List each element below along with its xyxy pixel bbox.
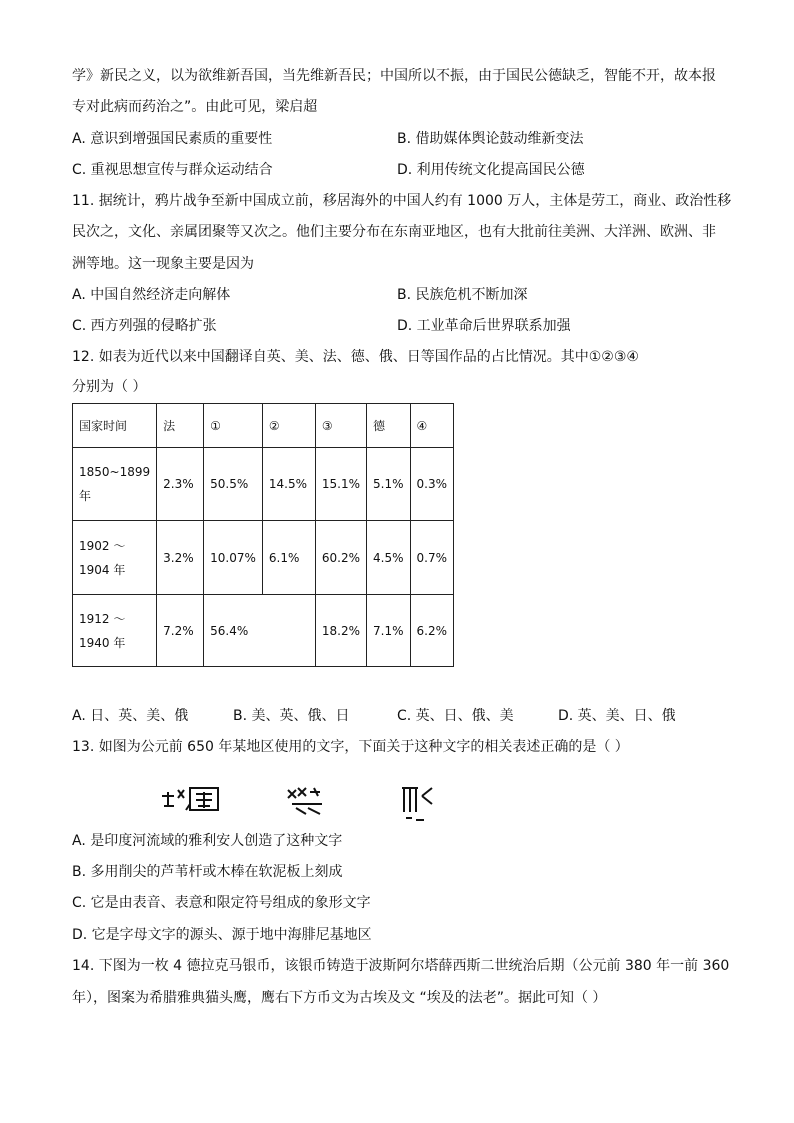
table-header-cell: ②	[262, 404, 315, 448]
q10-option-d[interactable]: D. 利用传统文化提高国民公德	[397, 162, 585, 178]
q11-option-c[interactable]: C. 西方列强的侵略扩张	[72, 318, 217, 334]
table-header-row	[73, 404, 454, 448]
q14-stem-line1: 14. 下图为一枚 4 德拉克马银币，该银币铸造于波斯阿尔塔薛西斯二世统治后期（公元前 380 年一前 360	[72, 958, 730, 974]
table-cell: 4.5%	[367, 521, 411, 595]
q10-stem-line1: 学》新民之义，以为欲维新吾国，当先维新吾民；中国所以不振，由于国民公德缺乏，智能不开，故本报	[72, 68, 716, 84]
table-cell: 7.2%	[157, 595, 204, 667]
q11-option-b[interactable]: B. 民族危机不断加深	[397, 287, 528, 303]
table-header-cell: 德	[367, 404, 411, 448]
translation-share-table	[72, 403, 454, 667]
table-cell-merged: 56.4%	[204, 595, 316, 667]
table-cell: 14.5%	[262, 448, 315, 521]
cuneiform-glyph-3-icon	[400, 784, 436, 824]
q12-stem-line2: 分别为（ ）	[72, 379, 147, 395]
period-cell	[73, 521, 157, 595]
period-line: 1940 年	[79, 635, 126, 650]
table-header-cell: ①	[204, 404, 263, 448]
table-cell: 0.7%	[410, 521, 454, 595]
table-cell: 5.1%	[367, 448, 411, 521]
q10-option-a[interactable]: A. 意识到增强国民素质的重要性	[72, 131, 273, 147]
table-cell: 10.07%	[204, 521, 263, 595]
table-header-cell: ③	[315, 404, 366, 448]
table-cell: 15.1%	[315, 448, 366, 521]
table-cell: 50.5%	[204, 448, 263, 521]
table-cell: 60.2%	[315, 521, 366, 595]
q12-option-d[interactable]: D. 英、美、日、俄	[558, 708, 676, 724]
period-line: 1904 年	[79, 562, 126, 577]
q11-stem-line3: 洲等地。这一现象主要是因为	[72, 256, 254, 272]
q13-stem: 13. 如图为公元前 650 年某地区使用的文字，下面关于这种文字的相关表述正确的是（ ）	[72, 739, 629, 755]
q11-stem-line2: 民次之，文化、亲属团聚等又次之。他们主要分布在东南亚地区，也有大批前往美洲、大洋洲、欧洲、非	[72, 224, 716, 240]
q13-option-c[interactable]: C. 它是由表音、表意和限定符号组成的象形文字	[72, 895, 371, 911]
period-cell	[73, 595, 157, 667]
q14-stem-line2: 年），图案为希腊雅典猫头鹰，鹰右下方币文为古埃及文 “埃及的法老”。据此可知（ ）	[72, 990, 607, 1006]
q13-option-d[interactable]: D. 它是字母文字的源头、源于地中海腓尼基地区	[72, 927, 372, 943]
period-line: 1912 ～	[79, 611, 126, 626]
table-header-cell: 法	[157, 404, 204, 448]
cuneiform-glyph-1-icon	[160, 784, 224, 816]
table-cell: 2.3%	[157, 448, 204, 521]
q12-stem-line1: 12. 如表为近代以来中国翻译自英、美、法、德、俄、日等国作品的占比情况。其中①②③④	[72, 349, 639, 365]
table-header-cell: ④	[410, 404, 454, 448]
cuneiform-glyph-2-icon	[286, 784, 326, 818]
period-line: 1850~1899	[79, 465, 151, 479]
table-cell: 7.1%	[367, 595, 411, 667]
q10-option-b[interactable]: B. 借助媒体舆论鼓动维新变法	[397, 131, 584, 147]
period-line: 年	[79, 489, 92, 503]
q12-option-a[interactable]: A. 日、英、美、俄	[72, 708, 189, 724]
q12-option-b[interactable]: B. 美、英、俄、日	[233, 708, 350, 724]
q13-option-a[interactable]: A. 是印度河流域的雅利安人创造了这种文字	[72, 833, 343, 849]
table-cell: 18.2%	[315, 595, 366, 667]
q11-option-d[interactable]: D. 工业革命后世界联系加强	[397, 318, 571, 334]
period-cell	[73, 448, 157, 521]
q11-option-a[interactable]: A. 中国自然经济走向解体	[72, 287, 231, 303]
table-row	[73, 595, 454, 667]
table-header-cell: 国家时间	[73, 404, 157, 448]
q12-option-c[interactable]: C. 英、日、俄、美	[397, 708, 514, 724]
q10-stem-line2: 专对此病而药治之”。由此可见，梁启超	[72, 99, 318, 115]
q11-stem-line1: 11. 据统计，鸦片战争至新中国成立前，移居海外的中国人约有 1000 万人，主体是劳工，商业、政治性移	[72, 193, 732, 209]
table-row	[73, 448, 454, 521]
table-cell: 6.2%	[410, 595, 454, 667]
q13-option-b[interactable]: B. 多用削尖的芦苇杆或木棒在软泥板上刻成	[72, 864, 343, 880]
table-cell: 0.3%	[410, 448, 454, 521]
table-row	[73, 521, 454, 595]
q10-option-c[interactable]: C. 重视思想宣传与群众运动结合	[72, 162, 273, 178]
table-cell: 3.2%	[157, 521, 204, 595]
table-cell: 6.1%	[262, 521, 315, 595]
period-line: 1902 ～	[79, 538, 126, 553]
